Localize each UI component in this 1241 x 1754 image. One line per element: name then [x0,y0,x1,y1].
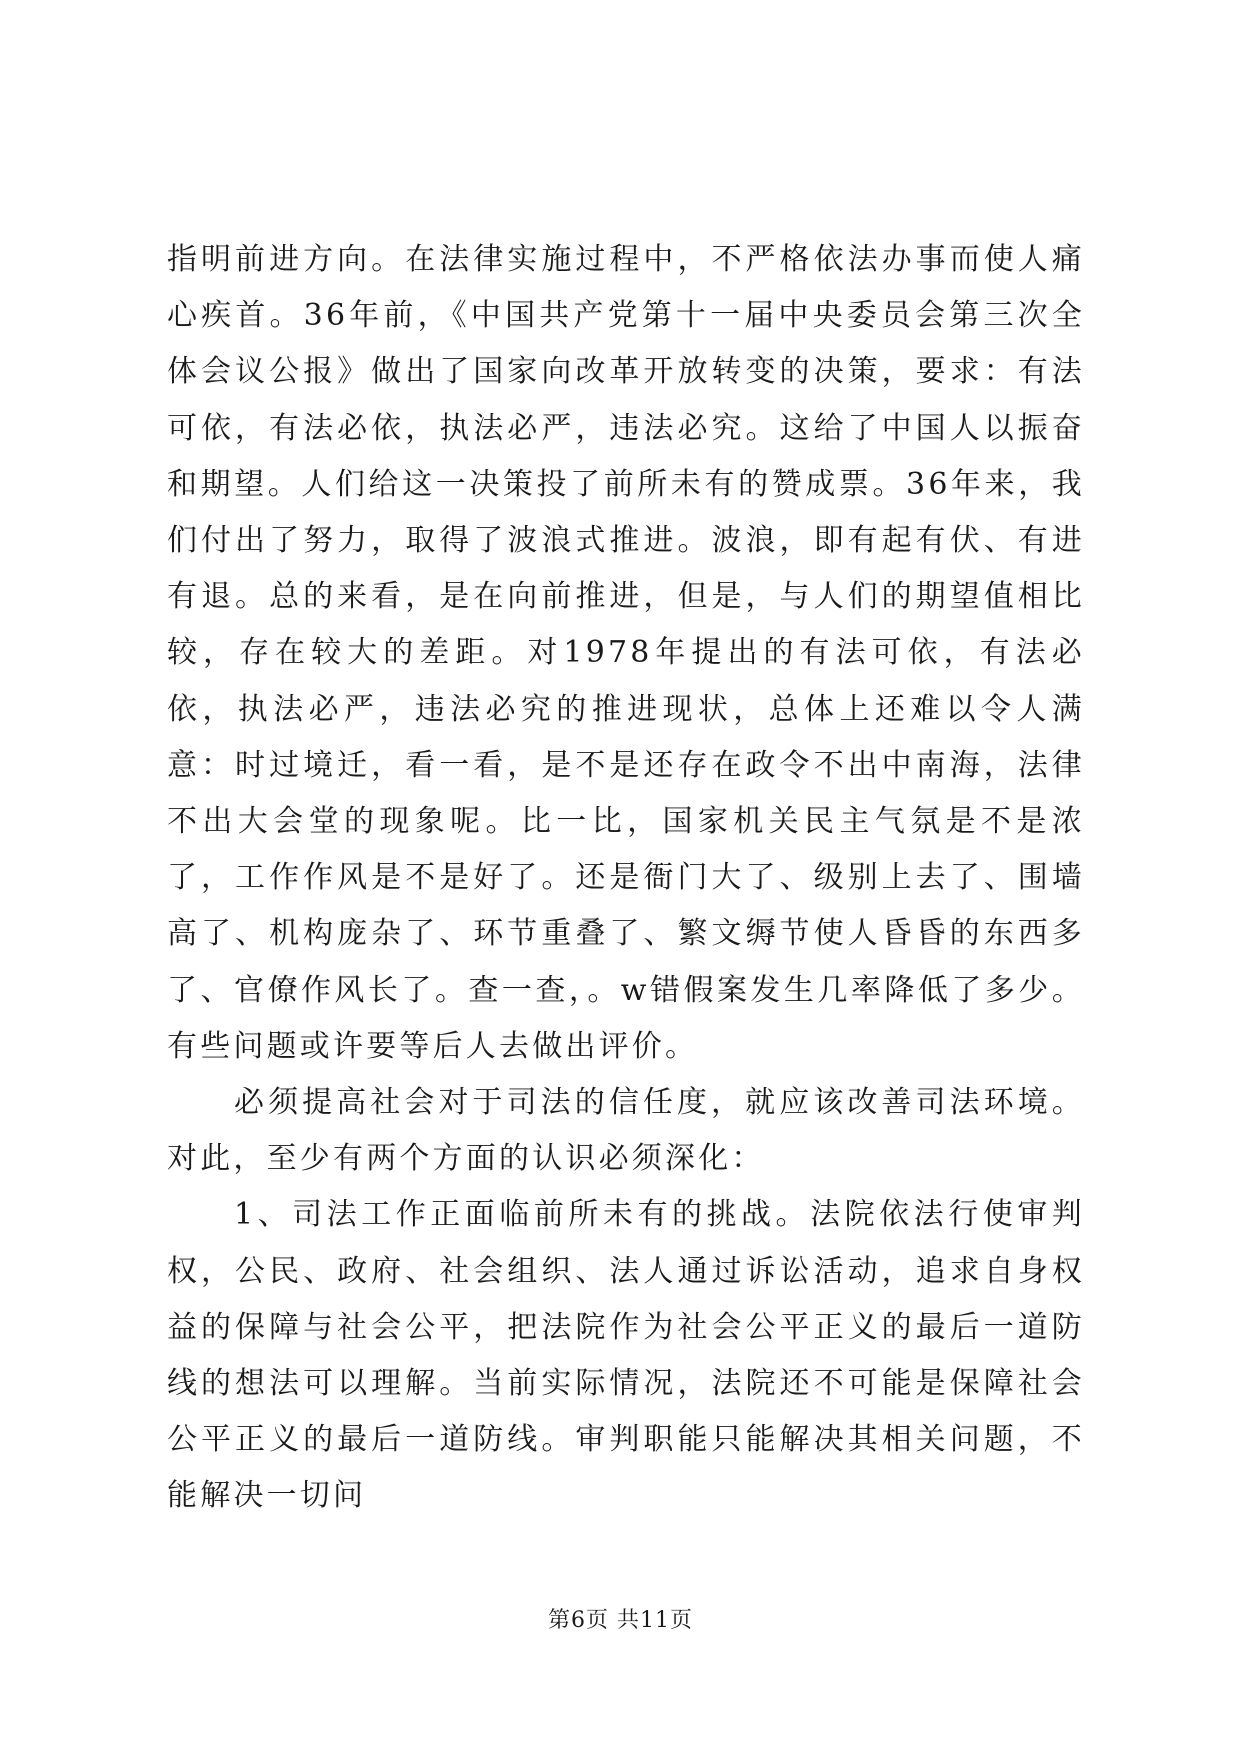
paragraph-2: 必须提高社会对于司法的信任度，就应该改善司法环境。对此，至少有两个方面的认识必须深化： [167,1085,1085,1177]
paragraph-1: 指明前进方向。在法律实施过程中，不严格依法办事而使人痛心疾首。36年前，《中国共产党第十一届中央委员会第三次全体会议公报》做出了国家向改革开放转变的决策，要求：有法可依，有法必依，执法必严，违法必究。这给了中国人以振奋和期望。人们给这一决策投了前所未有的赞成票。36年来，我们付出了努力，取得了波浪式推进。波浪，即有起有伏、有进有退。总的来看，是在向前推进，但是，与人们的期望值相比较，存在较大的差距。对1978年提出的有法可依，有法必依，执法必严，违法必究的推进现状，总体上还难以令人满意：时过境迁，看一看，是不是还存在政令不出中南海，法律不出大会堂的现象呢。比一比，国家机关民主气氛是不是浓了，工作作风是不是好了。还是衙门大了、级别上去了、围墙高了、机构庞杂了、环节重叠了、繁文缛节使人昏昏的东西多了、官僚作风长了。查一查，。w错假案发生几率降低了多少。有些问题或许要等后人去做出评价。 [167,242,1085,1064]
paragraph-3: 1、司法工作正面临前所未有的挑战。法院依法行使审判权，公民、政府、社会组织、法人通过诉讼活动，追求自身权益的保障与社会公平，把法院作为社会公平正义的最后一道防线的想法可以理解。当前实际情况，法院还不可能是保障社会公平正义的最后一道防线。审判职能只能解决其相关问题，不能解决一切问 [167,1197,1085,1514]
document-body [167,232,1085,1525]
page-number-label: 第6页 共11页 [548,1608,693,1633]
page-footer [0,1606,1241,1636]
